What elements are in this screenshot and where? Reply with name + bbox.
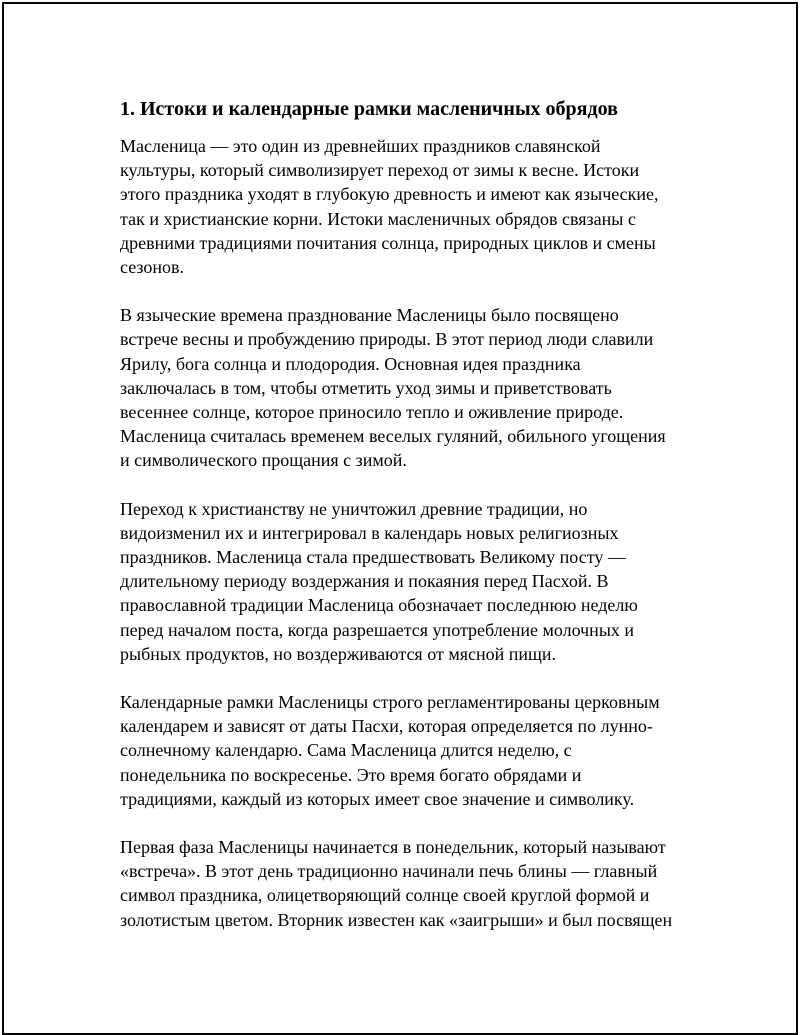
paragraph-1: Масленица — это один из древнейших праздников славянской культуры, который символизирует переход от зимы к весне. Истоки этого праздника уходят в глубокую древность и имеют как языческие, так и христианские корни. Истоки масленичных обрядов связаны с древними традициями почитания солнца, природных циклов и смены сезонов.	[120, 136, 659, 278]
section-heading: 1. Истоки и календарные рамки масленичных обрядов	[120, 98, 618, 120]
paragraph-5: Первая фаза Масленицы начинается в понедельник, который называют «встреча». В этот день традиционно начинали печь блины — главный символ праздника, олицетворяющий солнце своей круглой формой и золотистым цветом. Вторник известен как «заигрыши» и был посвящен	[120, 837, 673, 930]
document-page	[2, 2, 798, 1035]
paragraph-4: Календарные рамки Масленицы строго регламентированы церковным календарем и зависят от даты Пасхи, которая определяется по лунно- солнечному календарю. Сама Масленица длится неделю, с понедельника по воскресенье. Это время богато обрядами и традициями, каждый из которых имеет свое значение и символику.	[120, 692, 660, 809]
paragraph-3: Переход к христианству не уничтожил древние традиции, но видоизменил их и интегрировал в календарь новых религиозных праздников. Масленица стала предшествовать Великому посту — длительному периоду воздержания и покаяния перед Пасхой. В православной традиции Масленица обозначает последнюю неделю перед началом поста, когда разрешается употребление молочных и рыбных продуктов, но воздерживаются от мясной пищи.	[120, 498, 638, 664]
document-body	[120, 94, 690, 956]
paragraph-2: В языческие времена празднование Масленицы было посвящено встрече весны и пробуждению природы. В этот период люди славили Ярилу, бога солнца и плодородия. Основная идея праздника заключалась в том, чтобы отметить уход зимы и приветствовать весеннее солнце, которое приносило тепло и оживление природе. Масленица считалась временем веселых гуляний, обильного угощения и символического прощания с зимой.	[120, 305, 666, 471]
